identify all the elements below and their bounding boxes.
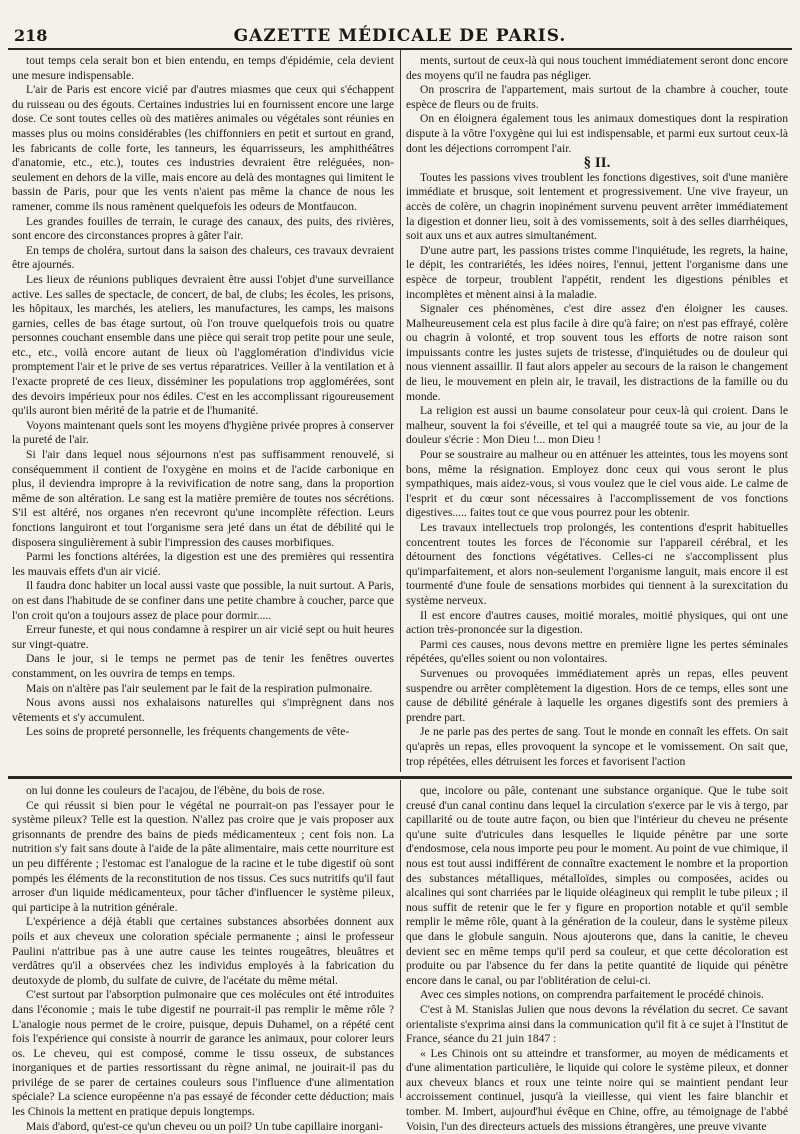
paragraph: Mais d'abord, qu'est-ce qu'un cheveu ou un poil? Un tube capillaire inorgani- — [26, 1119, 383, 1133]
top-right-intro — [406, 54, 788, 156]
section-heading: § II. — [583, 155, 611, 172]
column-divider-bottom — [400, 780, 401, 1098]
paragraph: Mais on n'altère pas l'air seulement par le fait de la respiration pulmonaire. — [26, 681, 373, 695]
paragraph: Si l'air dans lequel nous séjournons n'est pas suffisamment renouvelé, si conséquemment il contient de l'oxygène en moins et de l'acide carbonique en plus, il deviendra impropre à la revivification de notre sang, dans la proportion même de son altération. Le sang est la matière première de toutes nos sécrétions. S'il est altéré, nos organes n'en recevront qu'une incomplète réfection. Leurs fonctions languiront et tout l'organisme sera jeté dans un état de débilité qui le disposera singulièrement à subir l'impression des causes morbifiques. — [12, 448, 394, 549]
paragraph: L'air de Paris est encore vicié par d'autres miasmes que ceux qui s'échappent du ruisseau ou des égouts. Certaines industries lui en fournissent encore une large dose. Ce sont toutes celles où des matières animales ou végétales sont réunies en masses plus ou moins considérables (les chiffonniers en petit et surtout en grand, les fabricants de colle forte, les tanneurs, les équarrisseurs, les amphithéâtres d'anatomie, etc., etc.), toutes ces industries devraient être reléguées, non-seulement en dehors de la ville, mais encore au delà des montagnes qui limitent le bassin de Paris, pour que les vents n'aient pas même la chance de nous les ramener, comme ils nous ramènent quelquefois les odeurs de Montfaucon. — [12, 83, 394, 213]
paragraph: Les travaux intellectuels trop prolongés, les contentions d'esprit habituelles concentrent toutes les forces de l'économie sur l'appareil cérébral, et les détournent des fonctions végétatives. Celles-ci ne s'accomplissent plus qu'imparfaitement, et alors non-seulement l'organisme languit, mais encore il est tourmenté d'une foule de sensations morbides qui tiennent à la surexcitation du système nerveux. — [406, 521, 788, 607]
paragraph: Erreur funeste, et qui nous condamne à respirer un air vicié sept ou huit heures sur vingt-quatre. — [12, 623, 394, 651]
paragraph: Avec ces simples notions, on comprendra parfaitement le procédé chinois. — [420, 988, 764, 1002]
paragraph: ments, surtout de ceux-là qui nous touchent immédiatement seront donc encore des moyens qu'il ne faudra pas négliger. — [406, 54, 788, 82]
paragraph: tout temps cela serait bon et bien entendu, en temps d'épidémie, cela devient une mesure indispensable. — [12, 54, 394, 82]
paragraph: Toutes les passions vives troublent les fonctions digestives, soit d'une manière immédiate et brusque, soit lentement et progressivement. Une vive frayeur, un accès de colère, un chagrin inopinément survenu peuvent arrêter immédiatement la digestion et donner lieu, soit à des vomissements, soit à des selles diarrhéiques, soit aux uns et aux autres simultanément. — [406, 170, 788, 243]
paragraph: Parmi les fonctions altérées, la digestion est une des premières qui ressentira les mauvais effets d'un air vicié. — [12, 550, 394, 578]
paragraph: Voyons maintenant quels sont les moyens d'hygiène privée propres à conserver la pureté de l'air. — [12, 418, 394, 447]
paragraph: Nous avons aussi nos exhalaisons naturelles qui s'imprègnent dans nos vêtements et s'y accumulent. — [12, 696, 394, 724]
paragraph: Signaler ces phénomènes, c'est dire assez d'en éloigner les causes. Malheureusement cela est plus facile à dire qu'à faire; on n'est pas effrayé, colère ou chagrin à volonté, et trop souvent tous les efforts de notre raison sont impuissants contre les justes sujets de tristesse, d'inquiétudes ou de douleur qui nous viennent assaillir. Il faut alors appeler au secours de la raison le changement de lieu, le mouvement en plein air, le travail, les distractions de la famille ou du monde. — [406, 302, 788, 403]
page-header — [8, 6, 792, 46]
newspaper-page — [8, 6, 792, 1133]
page-number: 218 — [14, 26, 48, 45]
paragraph: Il faudra donc habiter un local aussi vaste que possible, la nuit surtout. A Paris, on est dans l'habitude de se confiner dans une petite chambre à coucher, parce que l'on croit qu'on a toujours assez de place pour dormir..... — [12, 579, 394, 622]
feuilleton-rule — [8, 776, 792, 779]
paragraph: On proscrira de l'appartement, mais surtout de la chambre à coucher, toute espèce de fleurs ou de fruits. — [406, 83, 788, 111]
paragraph: Je ne parle pas des pertes de sang. Tout le monde en connaît les effets. On sait qu'après un repas, elles provoquent la syncope et le vomissement. On sait que, trop répétées, elles détruisent les forces et favorisent l'action — [406, 725, 788, 768]
paragraph: En temps de choléra, surtout dans la saison des chaleurs, ces travaux devraient être ajournés. — [12, 243, 394, 272]
paragraph: « Les Chinois ont su atteindre et transformer, au moyen de médicaments et d'une alimentation particulière, le liquide qui colore le système pileux, et donner aux cheveux blancs et roux une teinte noire qui se maintient pendant leur accroissement continuel, jusqu'à la vieillesse, qui vient les faire blanchir et tomber. M. Imbert, aujourd'hui évêque en Chine, offre, au témoignage de l'abbé Voisin, l'un des directeurs actuels des missions étrangères, une preuve vivante — [406, 1046, 788, 1133]
paragraph: On en éloignera également tous les animaux domestiques dont la respiration dispute à la vôtre l'oxygène qui lui est indispensable, et parmi eux surtout ceux-là dont les déjections corrompent l'air. — [406, 112, 788, 155]
paragraph: La religion est aussi un baume consolateur pour ceux-là qui croient. Dans le malheur, souvent la foi s'éveille, et tel qui a maugréé toute sa vie, au jour de la douleur s'écrie : Mon Dieu !... mon Dieu ! — [406, 404, 788, 447]
paragraph: on lui donne les couleurs de l'acajou, de l'ébène, du bois de rose. — [26, 784, 325, 797]
paragraph: D'une autre part, les passions tristes comme l'inquiétude, les regrets, la haine, le dépit, les contrariétés, les idées noires, l'ennui, jettent l'organisme dans une espèce de torpeur, troublent l'appétit, rendent les digestions pénibles et incomplètes et mènent ainsi à la maladie. — [406, 243, 788, 301]
bottom-right-column — [406, 784, 788, 1133]
column-divider-top — [400, 50, 401, 772]
bottom-left-column — [12, 784, 394, 1133]
paragraph: Parmi ces causes, nous devons mettre en première ligne les pertes séminales répétées, qu'elles soient ou non volontaires. — [406, 637, 788, 666]
paragraph: Les grandes fouilles de terrain, le curage des canaux, des puits, des rivières, sont encore des circonstances propres à gâter l'air. — [12, 214, 394, 243]
paragraph: Il est encore d'autres causes, moitié morales, moitié physiques, qui ont une action très-prononcée sur la digestion. — [406, 608, 788, 637]
paragraph: Les lieux de réunions publiques devraient être aussi l'objet d'une surveillance active. Les salles de spectacle, de concert, de bal, de clubs; les écoles, les prisons, les hôpitaux, les marchés, les ateliers, les manufactures, les camps, les maisons garnies, celles de bas étage surtout, où l'on trouve quelquefois trois ou quatre personnes couchant ensemble dans une pièce qui serait trop petite pour une seule, etc., etc., voilà encore autant de lieux où l'agglomération d'individus vicie promptement l'air et le prive de ses vertus réparatrices. Veiller à la ventilation et à l'exacte propreté de ces lieux, disséminer les populations trop agglomérées, sont des devoirs impérieux pour nos édiles. C'est en les accomplissant rigoureusement qu'ils auront bien mérité de la patrie et de l'humanité. — [12, 272, 394, 418]
paragraph: C'est surtout par l'absorption pulmonaire que ces molécules ont été introduites dans l'économie ; mais le tube digestif ne pourrait-il pas remplir le même rôle ? L'analogie nous permet de le croire, puisque, depuis Duhamel, on a répété cent fois l'expérience qui consiste à nourrir de garance les animaux, pour colorer leurs os. Le cheveu, qui est composé, comme le tissu osseux, de substances inorganiques et de parties ressortissant du règne animal, ne jouirait-il pas du privilége de se parer de certaines couleurs sous l'influence d'une alimentation spéciale? La science européenne n'a pas essayé de féconder cette déduction; mais les Chinois la mettent en pratique depuis longtemps. — [12, 988, 394, 1119]
paragraph: Survenues ou provoquées immédiatement après un repas, elles peuvent suspendre ou arrêter complètement la digestion. Hors de ce temps, elles sont une cause de débilité générale à laquelle les organes digestifs sont des premiers à prendre part. — [406, 666, 788, 724]
top-right-body — [406, 171, 788, 769]
paragraph: Pour se soustraire au malheur ou en atténuer les atteintes, tous les moyens sont bons, même la résignation. Employez donc ceux qui vous seront le plus sympathiques, mais aidez-vous, si vous voulez que le ciel vous aide. Le calme de l'esprit et du cœur sont nécessaires à l'accomplissement de vos fonctions digestives..... faites tout ce que vous pourrez pour les obtenir. — [406, 448, 788, 520]
paragraph: Dans le jour, si le temps ne permet pas de tenir les fenêtres ouvertes constamment, on les ouvrira de temps en temps. — [12, 652, 394, 680]
masthead-title: GAZETTE MÉDICALE DE PARIS. — [233, 26, 567, 46]
paragraph: Les soins de propreté personnelle, les fréquents changements de vête- — [26, 725, 350, 739]
paragraph: que, incolore ou pâle, contenant une substance organique. Que le tube soit creusé d'un canal continu dans lequel la circulation s'exerce par le vis à tergo, par capillarité ou de toute autre façon, ou bien que l'intérieur du cheveu ne présente qu'une suite d'utricules dans lesquelles le liquide pénètre par une sorte d'endosmose, cela nous importe peu pour le moment. Au point de vue chimique, il nous est tout aussi indifférent de connaître exactement le nombre et la proportion des substances métalliques, métalloïdes, simples ou composées, acides ou alcalines qui sont charriées par le liquide oléagineux qui remplit le tube pileux ; il nous suffit de retenir que le fer y figure en proportion notable et qu'il semble remplir le même rôle, quant à la génération de la couleur, dans le système pileux que dans le globule sanguin. Nous ajouterons que, dans la canitie, le cheveu devient sec en même temps qu'il perd sa couleur, et que cette décoloration est produite ou par l'absence du fer dans la petite quantité de liquide qui pénètre encore dans le canal, ou par l'oblitération de celui-ci. — [406, 784, 788, 987]
paragraph: Ce qui réussit si bien pour le végétal ne pourrait-on pas l'essayer pour le système pileux? Telle est la question. N'allez pas croire que je vais proposer aux grisonnants de prendre des bains de pieds médicamenteux ; cent fois non. La nutrition s'y fait sans doute à l'aide de la pâte alimentaire, mais cette nourriture est un peu différente ; l'estomac est l'analogue de la racine et le tube digestif où sont pompés les éléments de la reconstitution de nos tissus. Ces sucs nutritifs qu'il faut arroser d'un liquide médicamenteux, pour tâcher d'influencer le système pileux, qui participe à la nutrition générale. — [12, 798, 394, 914]
top-right-column — [406, 54, 788, 766]
paragraph: L'expérience a déjà établi que certaines substances absorbées donnent aux poils et aux cheveux une coloration spéciale permanente ; ainsi le professeur Paulini n'attribue pas à une autre cause les teintes rougeâtres, bleuâtres et verdâtres qu'il a observées chez les individus employés à la fabrication du deutoxyde de plomb, du sulfate de cuivre, de l'acétate du même métal. — [12, 915, 394, 987]
top-left-column — [12, 54, 394, 766]
paragraph: C'est à M. Stanislas Julien que nous devons la révélation du secret. Ce savant orientaliste s'exprima ainsi dans la communication qu'il fit à ce sujet à l'Institut de France, séance du 21 juin 1847 : — [406, 1002, 788, 1046]
